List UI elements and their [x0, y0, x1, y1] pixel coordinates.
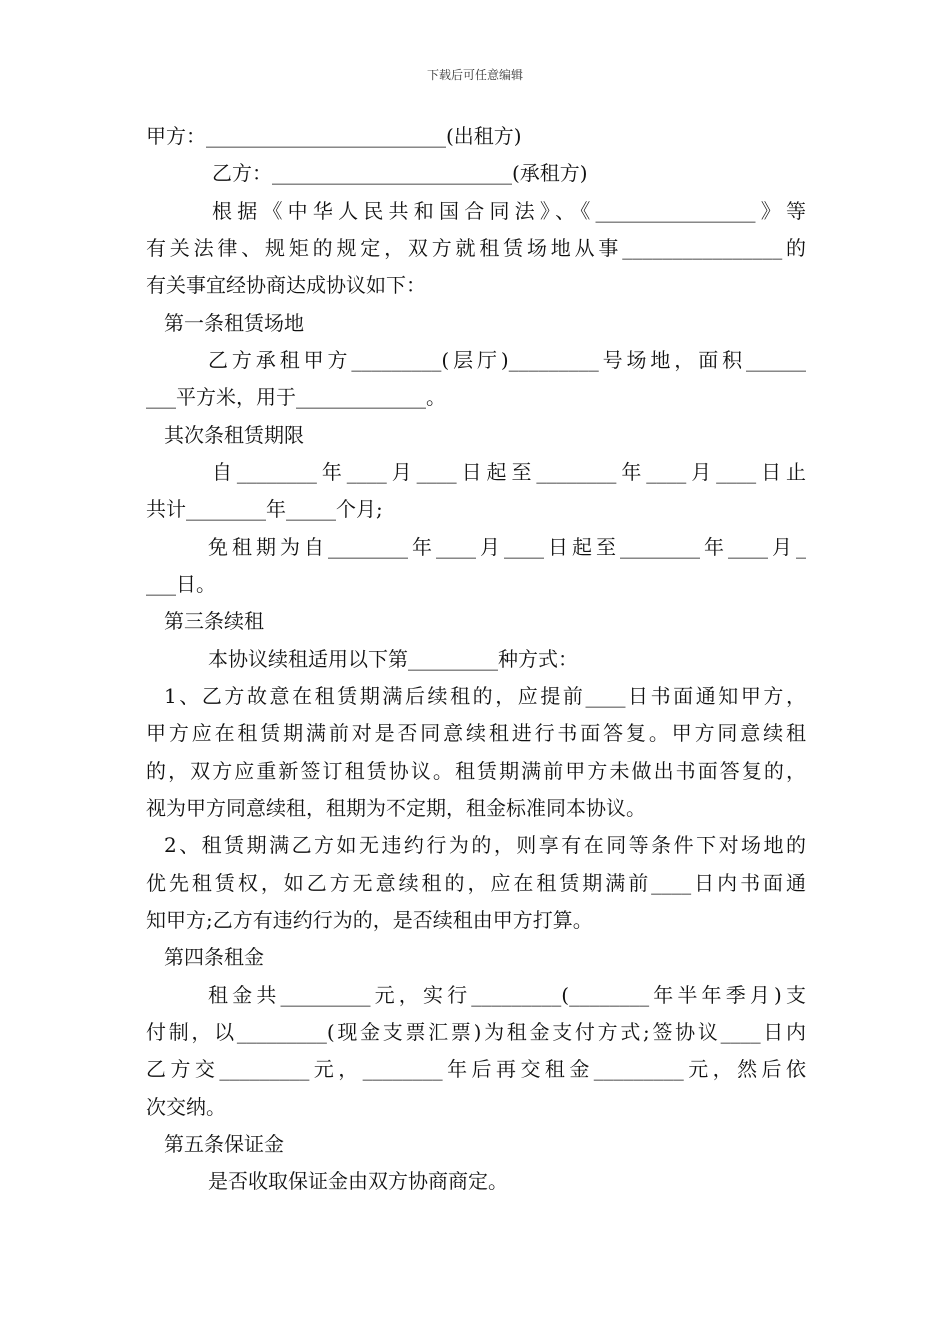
article-2-heading: 其次条租赁期限: [164, 423, 304, 447]
article-3-item-1-line-4: 视为甲方同意续租，租期为不定期，租金标准同本协议。: [146, 796, 646, 820]
article-4-line-2: 付制，以_________(现金支票汇票)为租金支付方式;签协议____日内: [146, 1020, 806, 1044]
article-3-heading: 第三条续租: [164, 609, 264, 633]
article-4-line-3: 乙方交_________元，________年后再交租金_________元，然后依: [146, 1057, 806, 1081]
preamble-line-2: 有关法律、规矩的规定，双方就租赁场地从事________________的: [146, 236, 806, 260]
article-1-line-2: ___平方米，用于_____________。: [146, 385, 446, 409]
article-2-line-3: 免租期为自________年____月____日起至________年____月_: [208, 535, 806, 559]
article-5-line-1: 是否收取保证金由双方协商商定。: [208, 1169, 508, 1193]
article-2-line-2: 共计________年_____个月;: [146, 497, 383, 521]
article-4-line-4: 次交纳。: [146, 1095, 226, 1119]
article-5-heading: 第五条保证金: [164, 1132, 284, 1156]
article-3-item-1-line-3: 的，双方应重新签订租赁协议。租赁期满前甲方未做出书面答复的，: [146, 759, 806, 783]
article-2-line-4: ___日。: [146, 572, 216, 596]
article-3-item-1-line-2: 甲方应在租赁期满前对是否同意续租进行书面答复。甲方同意续租: [146, 721, 806, 745]
article-3-item-2-line-1: 2、租赁期满乙方如无违约行为的，则享有在同等条件下对场地的: [164, 833, 806, 857]
article-2-line-1: 自________年____月____日起至________年____月____日止: [212, 460, 806, 484]
article-3-item-2-line-3: 知甲方;乙方有违约行为的，是否续租由甲方打算。: [146, 908, 593, 932]
page-header: 下载后可任意编辑: [426, 68, 523, 82]
article-1-line-1: 乙方承租甲方_________(层厅)_________号场地，面积______: [208, 348, 806, 372]
article-1-heading: 第一条租赁场地: [164, 311, 304, 335]
article-3-item-2-line-2: 优先租赁权，如乙方无意续租的，应在租赁期满前____日内书面通: [146, 871, 806, 895]
party-a-line: 甲方：________________________(出租方): [146, 124, 522, 148]
preamble-line-3: 有关事宜经协商达成协议如下：: [146, 273, 426, 297]
party-b-line: 乙方：________________________(承租方): [212, 161, 588, 185]
article-3-item-1-line-1: 1、乙方故意在租赁期满后续租的，应提前____日书面通知甲方，: [164, 684, 806, 708]
article-4-line-1: 租金共_________元，实行_________(________年半年季月)支: [208, 983, 806, 1007]
preamble-line-1: 根据《中华人民共和国合同法》、《________________》等: [212, 199, 806, 223]
article-4-heading: 第四条租金: [164, 945, 264, 969]
article-3-line-1: 本协议续租适用以下第_________种方式：: [208, 647, 578, 671]
